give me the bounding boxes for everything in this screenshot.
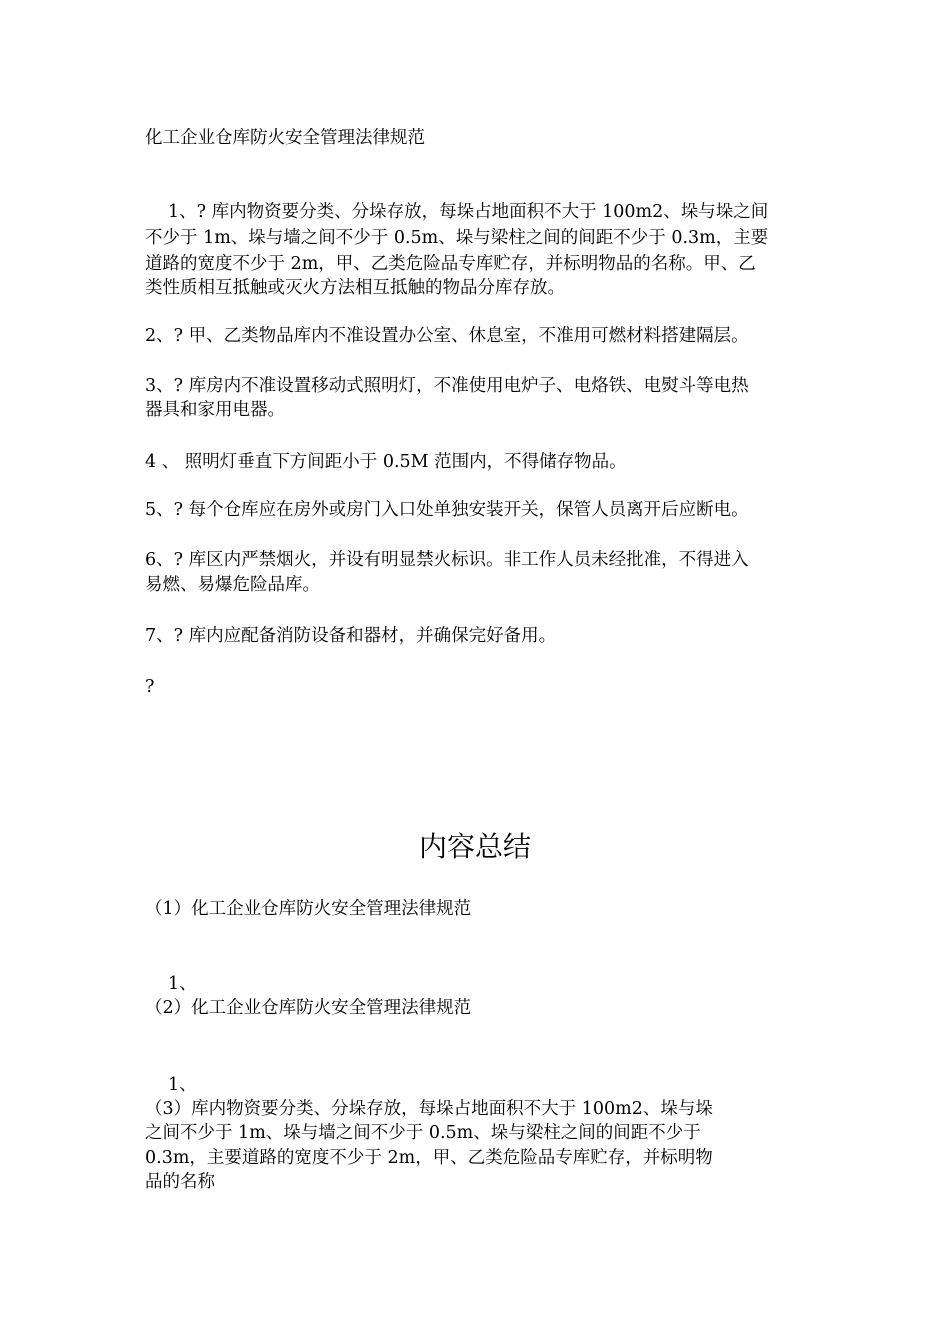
item-7: 7、? 库内应配备消防设备和器材，并确保完好备用。 [145,626,557,646]
summary-item-3-line-4: 品的名称 [145,1172,215,1192]
item-1-line-1: 1、? 库内物资要分类、分垛存放，每垛占地面积不大于 100m2、垛与垛之间 [168,202,769,222]
item-4: 4 、 照明灯垂直下方间距小于 0.5M 范围内，不得储存物品。 [145,452,627,472]
item-5: 5、? 每个仓库应在房外或房门入口处单独安装开关，保管人员离开后应断电。 [145,500,749,520]
item-1-line-4: 类性质相互抵触或灭火方法相互抵触的物品分库存放。 [145,278,565,298]
summary-item-3-line-3: 0.3m，主要道路的宽度不少于 2m，甲、乙类危险品专库贮存，并标明物 [145,1148,713,1168]
stray-question-mark: ? [145,677,155,697]
summary-item-3-line-2: 之间不少于 1m、垛与墙之间不少于 0.5m、垛与梁柱之间的间距不少于 [145,1123,701,1143]
summary-item-3-line-1: （3）库内物资要分类、分垛存放，每垛占地面积不大于 100m2、垛与垛 [145,1099,713,1119]
document-heading: 化工企业仓库防火安全管理法律规范 [145,128,425,148]
summary-item-2-sub: 1、 [168,1075,197,1095]
item-6-line-2: 易燃、易爆危险品库。 [145,575,320,595]
item-1-line-2: 不少于 1m、垛与墙之间不少于 0.5m、垛与梁柱之间的间距不少于 0.3m，主要 [145,228,769,248]
summary-item-1: （1）化工企业仓库防火安全管理法律规范 [145,899,472,919]
item-3-line-2: 器具和家用电器。 [145,400,285,420]
item-2: 2、? 甲、乙类物品库内不准设置办公室、休息室，不准用可燃材料搭建隔层。 [145,326,749,346]
item-3-line-1: 3、? 库房内不准设置移动式照明灯，不准使用电炉子、电烙铁、电熨斗等电热 [145,376,749,396]
summary-item-2: （2）化工企业仓库防火安全管理法律规范 [145,998,472,1018]
summary-item-1-sub: 1、 [168,974,197,994]
item-1-line-3: 道路的宽度不少于 2m，甲、乙类危险品专库贮存，并标明物品的名称。甲、乙 [145,254,756,274]
item-6-line-1: 6、? 库区内严禁烟火，并设有明显禁火标识。非工作人员未经批准，不得进入 [145,550,749,570]
summary-title: 内容总结 [418,830,531,863]
